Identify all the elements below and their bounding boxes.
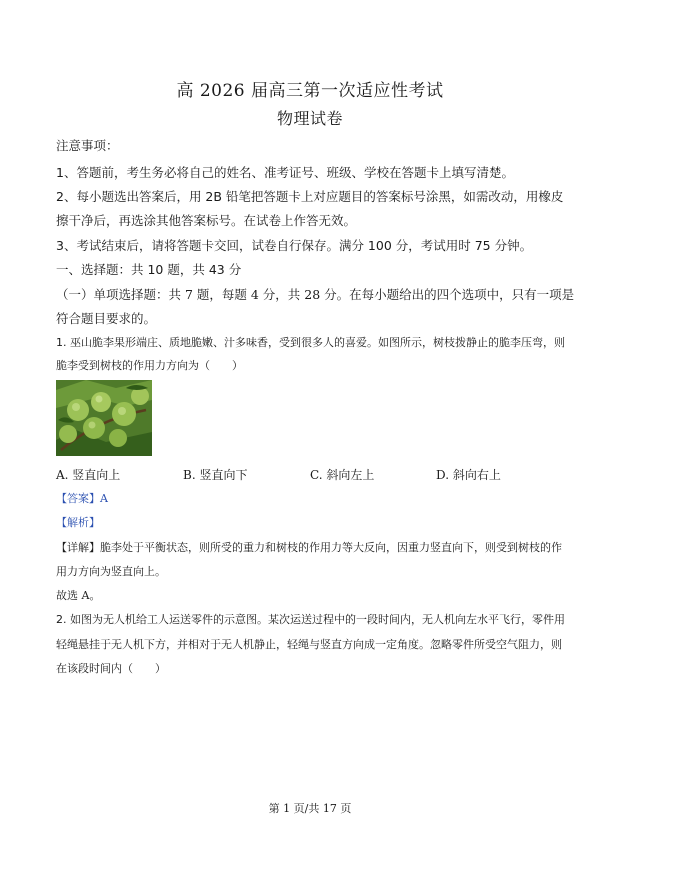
question-2-line-3: 在该段时间内（ ） [56, 662, 166, 675]
section-instructions-line-2: 符合题目要求的。 [56, 311, 157, 326]
note-item-2-line-1: 2、每小题选出答案后，用 2B 铅笔把答题卡上对应题目的答案标号涂黑，如需改动，用橡皮 [56, 189, 564, 204]
option-a: A. 竖直向上 [56, 468, 121, 482]
option-c: C. 斜向左上 [310, 468, 375, 482]
answer-tag: 【答案】A [56, 492, 108, 505]
note-item-2-line-2: 擦干净后，再选涂其他答案标号。在试卷上作答无效。 [56, 213, 357, 228]
question-2-line-1: 2. 如图为无人机给工人运送零件的示意图。某次运送过程中的一段时间内，无人机向左水平飞行，零件用 [56, 613, 565, 626]
notes-heading: 注意事项： [56, 138, 119, 153]
page-footer: 第 1 页/共 17 页 [268, 802, 352, 815]
question-1-options [56, 466, 656, 484]
option-b: B. 竖直向下 [183, 468, 248, 482]
note-item-3: 3、考试结束后，请将答题卡交回，试卷自行保存。满分 100 分，考试用时 75 分钟。 [56, 238, 533, 253]
detail-line-1: 【详解】脆李处于平衡状态，则所受的重力和树枝的作用力等大反向，因重力竖直向下，则受到树枝的作 [56, 541, 562, 554]
plum-photo [56, 380, 152, 456]
question-2-line-2: 轻绳悬挂于无人机下方，并相对于无人机静止，轻绳与竖直方向成一定角度。忽略零件所受空气阻力，则 [56, 638, 562, 651]
detail-line-2: 用力方向为竖直向上。 [56, 565, 166, 578]
question-1-line-2: 脆李受到树枝的作用力方向为（ ） [56, 359, 243, 372]
exam-subject: 物理试卷 [276, 109, 343, 128]
question-1-line-1: 1. 巫山脆李果形端庄、质地脆嫩、汁多味香，受到很多人的喜爱。如图所示，树枝拨静止的脆李压弯，则 [56, 336, 565, 349]
option-d: D. 斜向右上 [436, 468, 501, 482]
section-instructions-line-1: （一）单项选择题：共 7 题，每题 4 分，共 28 分。在每小题给出的四个选项中，只有一项是 [56, 287, 575, 302]
section-heading: 一、选择题：共 10 题，共 43 分 [56, 262, 242, 277]
exam-title: 高 2026 届高三第一次适应性考试 [176, 81, 444, 101]
plum-photo-image [56, 380, 152, 456]
analysis-tag: 【解析】 [56, 516, 100, 529]
conclusion-line: 故选 A。 [56, 589, 101, 602]
answer-line [56, 490, 656, 508]
note-item-1: 1、答题前，考生务必将自己的姓名、准考证号、班级、学校在答题卡上填写清楚。 [56, 165, 514, 180]
